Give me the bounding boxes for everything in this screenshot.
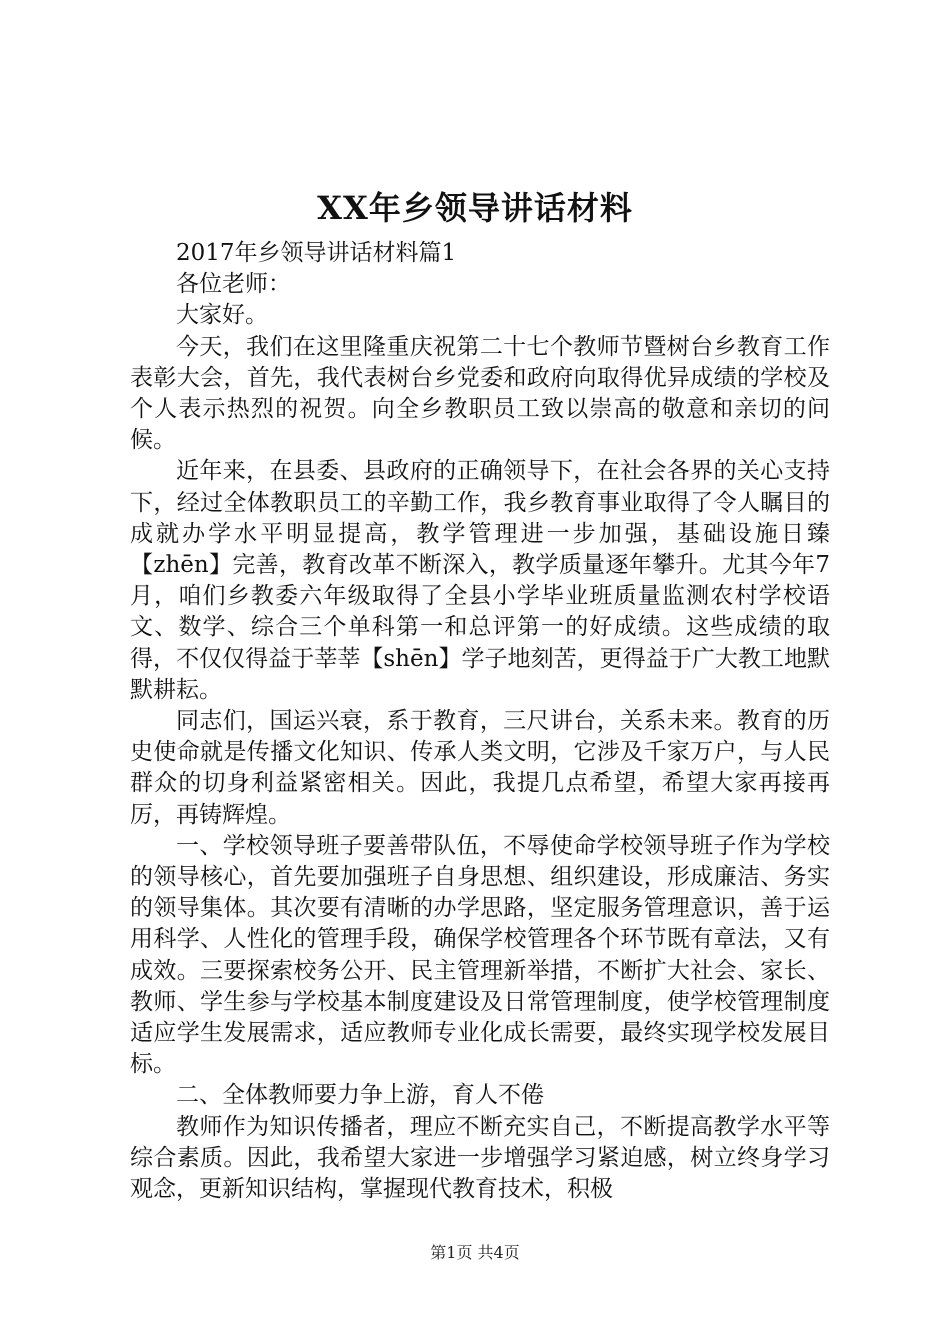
page-indicator: 第1页 共4页 — [430, 1243, 520, 1262]
section-heading: 2017年乡领导讲话材料篇1 — [176, 240, 457, 266]
paragraph: 今天，我们在这里隆重庆祝第二十七个教师节暨树台乡教育工作表彰大会，首先，我代表树台乡党委和政府向取得优异成绩的学校及个人表示热烈的祝贺。向全乡教职员工致以崇高的敬意和亲切的问候。 — [130, 333, 830, 454]
paragraph: 近年来，在县委、县政府的正确领导下，在社会各界的关心支持下，经过全体教职员工的辛勤工作，我乡教育事业取得了令人瞩目的成就办学水平明显提高，教学管理进一步加强，基础设施日臻【zhēn】完善，教育改革不断深入，教学质量逐年攀升。尤其今年7月，咱们乡教委六年级取得了全县小学毕业班质量监测农村学校语文、数学、综合三个单科第一和总评第一的好成绩。这些成绩的取得，不仅仅得益于莘莘【shēn】学子地刻苦，更得益于广大教工地默默耕耘。 — [130, 458, 830, 703]
paragraph: 教师作为知识传播者，理应不断充实自己，不断提高教学水平等综合素质。因此，我希望大家进一步增强学习紧迫感，树立终身学习观念，更新知识结构，掌握现代教育技术，积极 — [130, 1113, 830, 1203]
subheading: 二、全体教师要力争上游，育人不倦 — [176, 1082, 544, 1109]
salutation: 各位老师： — [176, 271, 291, 298]
paragraph: 一、学校领导班子要善带队伍，不辱使命学校领导班子作为学校的领导核心，首先要加强班子自身思想、组织建设，形成廉洁、务实的领导集体。其次要有清晰的办学思路，坚定服务管理意识，善于运用科学、人性化的管理手段，确保学校管理各个环节既有章法，又有成效。三要探索校务公开、民主管理新举措，不断扩大社会、家长、教师、学生参与学校基本制度建设及日常管理制度，使学校管理制度适应学生发展需求，适应教师专业化成长需要，最终实现学校发展目标。 — [130, 832, 830, 1078]
greeting: 大家好。 — [176, 302, 268, 329]
document-title: XX年乡领导讲话材料 — [317, 189, 633, 227]
document-body — [130, 238, 830, 1205]
paragraph: 同志们，国运兴衰，系于教育，三尺讲台，关系未来。教育的历史使命就是传播文化知识、传承人类文明，它涉及千家万户，与人民群众的切身利益紧密相关。因此，我提几点希望，希望大家再接再厉，再铸辉煌。 — [130, 708, 830, 828]
